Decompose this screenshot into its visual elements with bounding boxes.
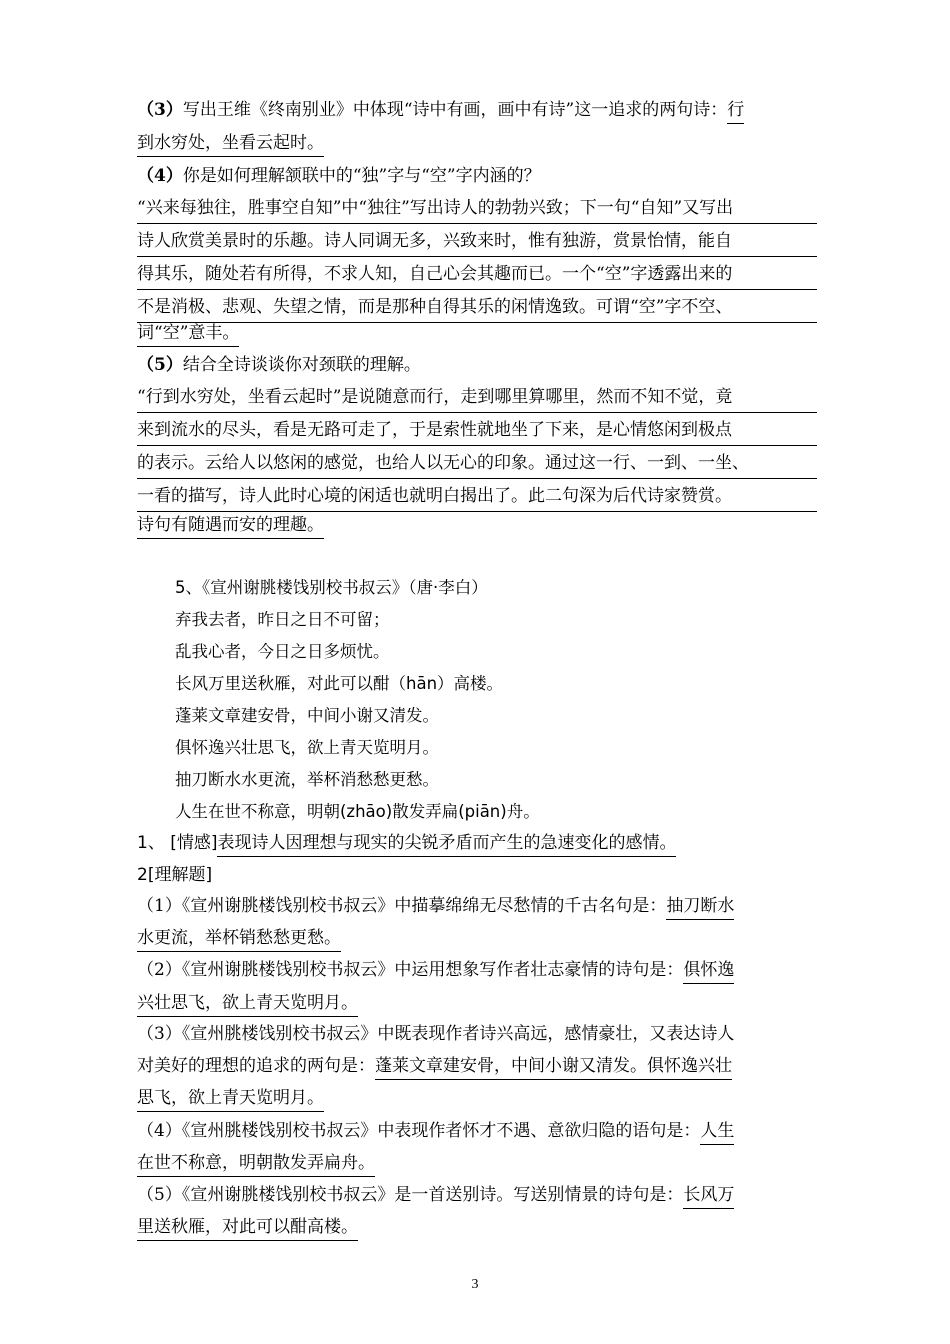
answer-line: 诗人欣赏美景时的乐趣。诗人同调无多，兴致来时，惟有独游，赏景怡情，能自 <box>137 229 817 257</box>
poem-line: 抽刀断水水更流，举杯消愁愁更愁。 <box>175 770 439 789</box>
emotion-label: 1、 [情感] <box>137 833 218 853</box>
answer-text: 思飞，欲上青天览明月。 <box>137 1088 324 1112</box>
poem-line: 俱怀逸兴壮思飞，欲上青天览明月。 <box>175 738 439 757</box>
item-number: （3） <box>137 1024 182 1044</box>
answer-line <box>137 991 817 1015</box>
answer-text: 诗句有随遇而安的理趣。 <box>137 515 324 539</box>
answer-line <box>137 1151 817 1175</box>
question-prompt: 写出王维《终南别业》中体现“诗中有画，画中有诗”这一追求的两句诗： <box>182 100 728 120</box>
item-number: （5） <box>137 1185 182 1205</box>
poem-line: 人生在世不称意，明朝(zhāo)散发弄扁(piān)舟。 <box>175 802 540 821</box>
question-number: （3） <box>137 100 183 120</box>
answer-text: 蓬莱文章建安骨，中间小谢又清发。俱怀逸兴壮 <box>375 1056 732 1080</box>
comprehension-item-4 <box>137 1119 817 1143</box>
answer-line: 得其乐，随处若有所得，不求人知，自己心会其趣而已。一个“空”字透露出来的 <box>137 262 817 290</box>
answer-line: “兴来每独往，胜事空自知”中“独往”写出诗人的勃勃兴致；下一句“自知”又写出 <box>137 196 817 224</box>
question-3 <box>137 98 817 122</box>
answer-line <box>137 321 817 345</box>
item-prompt: 《宣州谢朓楼饯别校书叔云》是一首送别诗。写送别情景的诗句是： <box>181 1185 684 1205</box>
answer-text: 到水穷处，坐看云起时。 <box>137 133 324 157</box>
comprehension-heading: 2[理解题] <box>137 865 213 885</box>
answer-line <box>137 1215 817 1239</box>
answer-line <box>137 926 817 950</box>
item-prompt: 《宣州谢朓楼饯别校书叔云》中运用想象写作者壮志豪情的诗句是： <box>181 960 684 980</box>
question-number: （4） <box>137 166 183 186</box>
item-number: （4） <box>137 1121 182 1141</box>
comprehension-item-1 <box>137 894 817 918</box>
item-prompt: 对美好的理想的追求的两句是： <box>137 1056 375 1076</box>
comprehension-item-3-line2 <box>137 1054 817 1078</box>
answer-line: 一看的描写，诗人此时心境的闲适也就明白揭出了。此二句深为后代诗家赞赏。 <box>137 484 817 512</box>
page-number: 3 <box>471 1277 479 1292</box>
item-prompt: 《宣州朓楼饯别校书叔云》中既表现作者诗兴高远，感情豪壮，又表达诗人 <box>181 1024 735 1044</box>
question-prompt: 你是如何理解颔联中的“独”字与“空”字内涵的？ <box>182 166 541 186</box>
answer-text: 人生 <box>700 1121 734 1145</box>
poem-line: 蓬莱文章建安骨，中间小谢又清发。 <box>175 706 439 725</box>
answer-line: 不是消极、悲观、失望之情，而是那种自得其乐的闲情逸致。可谓“空”字不空、 <box>137 295 817 323</box>
comprehension-item-2 <box>137 958 817 982</box>
emotion-text: 表现诗人因理想与现实的尖锐矛盾而产生的急速变化的感情。 <box>217 833 676 857</box>
item-prompt: 《宣州朓楼饯别校书叔云》中表现作者怀才不遇、意欲归隐的语句是： <box>181 1121 701 1141</box>
poem-line: 弃我去者，昨日之日不可留； <box>175 610 390 629</box>
answer-text: 抽刀断水 <box>666 896 734 920</box>
answer-text: 长风万 <box>683 1185 734 1209</box>
poem-title: 5、《宣州谢朓楼饯别校书叔云》（唐·李白） <box>175 578 488 597</box>
item-number: （2） <box>137 960 182 980</box>
answer-line: 来到流水的尽头，看是无路可走了，于是索性就地坐了下来，是心情悠闲到极点 <box>137 418 817 446</box>
comprehension-item-5 <box>137 1183 817 1207</box>
comprehension-item-3 <box>137 1022 817 1046</box>
answer-line <box>137 1086 817 1110</box>
answer-text: 行 <box>727 100 744 124</box>
poem-line: 长风万里送秋雁，对此可以酣（hān）高楼。 <box>175 674 504 693</box>
answer-line <box>137 131 817 155</box>
answer-text: 兴壮思飞，欲上青天览明月。 <box>137 993 358 1017</box>
answer-line: “行到水穷处，坐看云起时”是说随意而行，走到哪里算哪里，然而不知不觉，竟 <box>137 385 817 413</box>
item-number: （1） <box>137 896 182 916</box>
question-prompt: 结合全诗谈谈你对颈联的理解。 <box>182 355 421 375</box>
emotion-item <box>137 831 817 855</box>
answer-line: 的表示。云给人以悠闲的感觉，也给人以无心的印象。通过这一行、一到、一坐、 <box>137 451 817 479</box>
question-4 <box>137 164 817 188</box>
poem-line: 乱我心者，今日之日多烦忧。 <box>175 642 390 661</box>
answer-text: 俱怀逸 <box>683 960 734 984</box>
answer-text: 在世不称意，明朝散发弄扁舟。 <box>137 1153 375 1177</box>
answer-line <box>137 513 817 537</box>
answer-text: 词“空”意丰。 <box>137 323 239 347</box>
answer-text: 里送秋雁，对此可以酣高楼。 <box>137 1217 358 1241</box>
answer-text: 水更流，举杯销愁愁更愁。 <box>137 928 341 952</box>
question-5 <box>137 353 817 377</box>
question-number: （5） <box>137 355 183 375</box>
item-prompt: 《宣州谢朓楼饯别校书叔云》中描摹绵绵无尽愁情的千古名句是： <box>181 896 667 916</box>
